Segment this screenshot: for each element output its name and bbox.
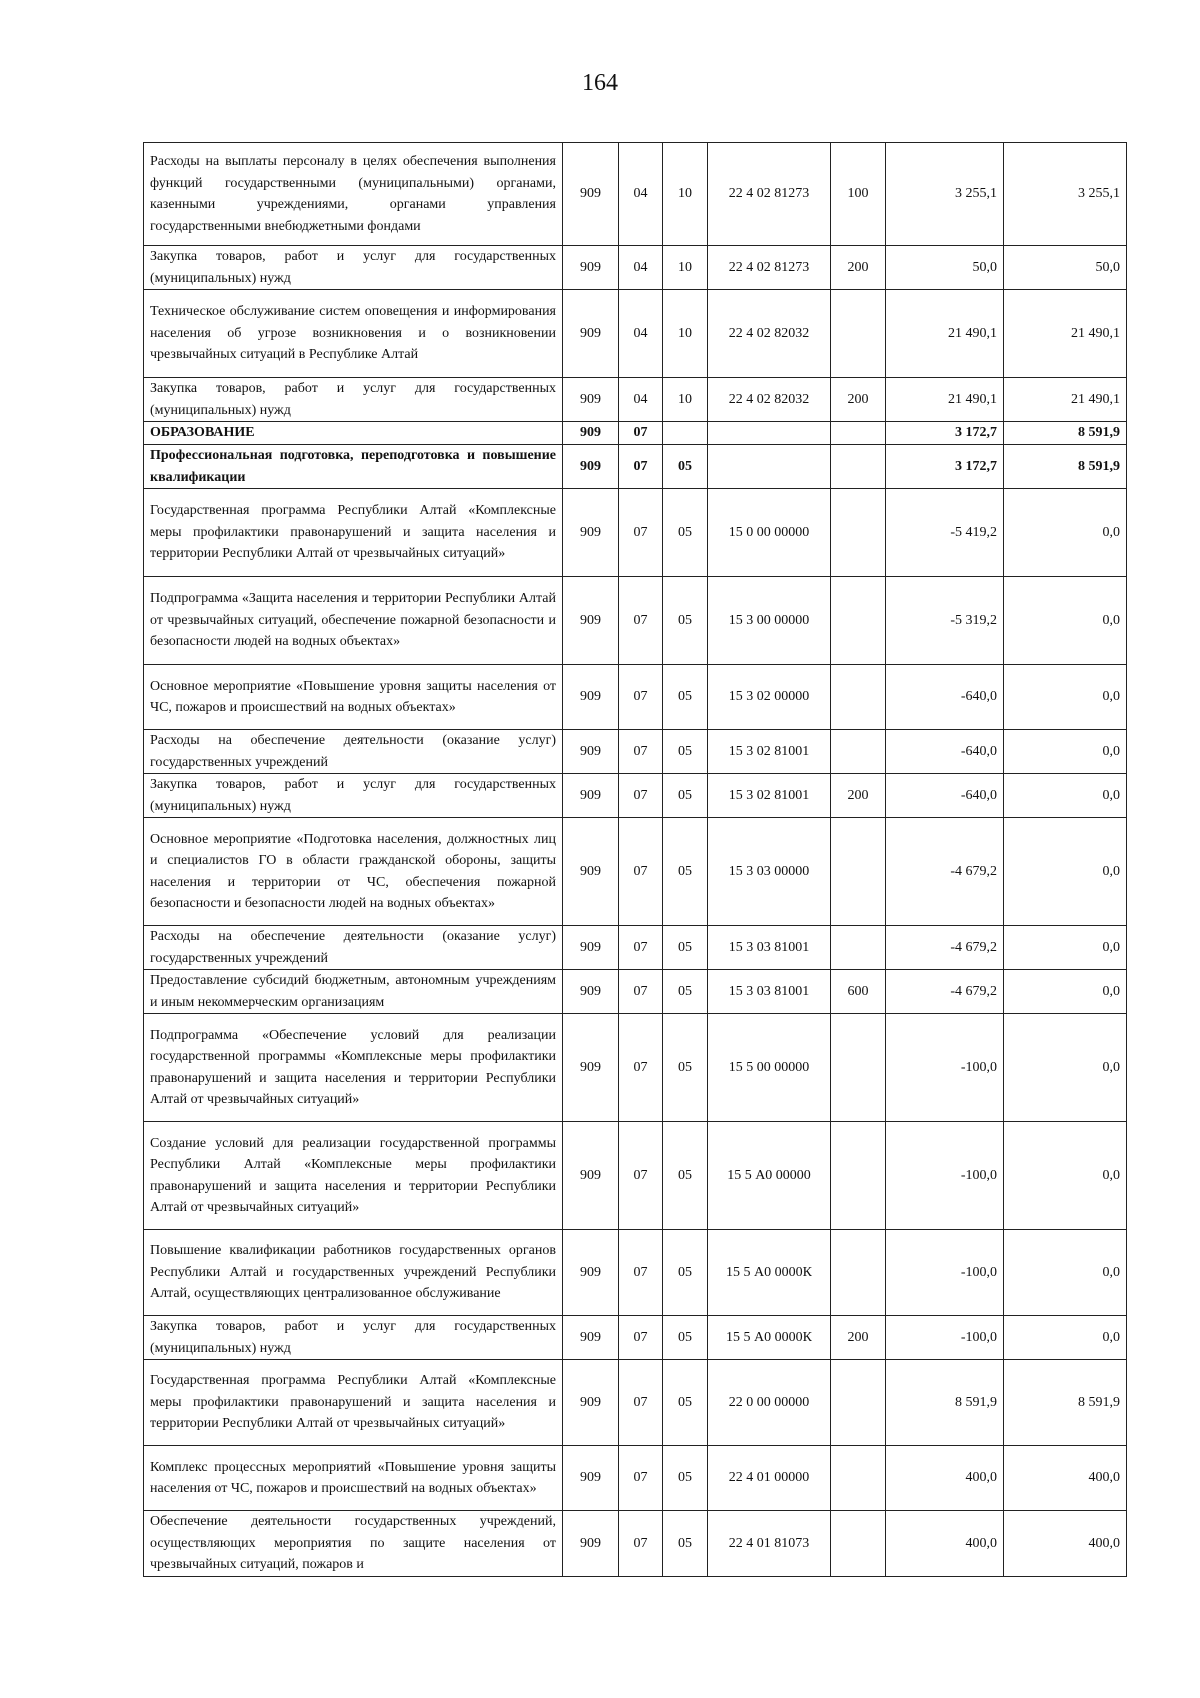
table-row: [144, 926, 1127, 970]
row-amount-1-cell: -5 419,2: [886, 489, 1004, 577]
row-expense-type-cell: [831, 730, 886, 774]
row-amount-1-cell: 3 172,7: [886, 422, 1004, 445]
row-section-cell: 07: [619, 730, 663, 774]
row-target-article-cell: 22 4 02 82032: [708, 290, 831, 378]
row-subsection-cell: 05: [663, 445, 708, 489]
row-grbs-cell: 909: [563, 246, 619, 290]
row-target-article-cell: 15 0 00 00000: [708, 489, 831, 577]
table-row: [144, 1230, 1127, 1316]
row-amount-2-cell: 0,0: [1004, 1122, 1127, 1230]
row-amount-2-cell: 3 255,1: [1004, 143, 1127, 246]
row-expense-type-cell: [831, 422, 886, 445]
row-grbs-cell: 909: [563, 1122, 619, 1230]
row-name-cell: Обеспечение деятельности государственных учреждений, осуществляющих мероприятия по защите населения от чрезвычайных ситуаций, пожаров и: [144, 1511, 563, 1577]
row-grbs-cell: 909: [563, 818, 619, 926]
row-name-cell: Предоставление субсидий бюджетным, автономным учреждениям и иным некоммерческим организациям: [144, 970, 563, 1014]
row-section-cell: 04: [619, 290, 663, 378]
row-target-article-cell: 15 3 00 00000: [708, 577, 831, 665]
row-grbs-cell: 909: [563, 970, 619, 1014]
row-name-cell: Создание условий для реализации государственной программы Республики Алтай «Комплексные меры профилактики правонарушений и защита населения и территории Республики Алтай от чрезвычайных ситуаций»: [144, 1122, 563, 1230]
row-target-article-cell: 22 4 01 81073: [708, 1511, 831, 1577]
row-target-article-cell: 22 4 02 81273: [708, 246, 831, 290]
table-row: [144, 422, 1127, 445]
table-row: [144, 445, 1127, 489]
table-row: [144, 290, 1127, 378]
row-expense-type-cell: [831, 926, 886, 970]
row-subsection-cell: 05: [663, 1122, 708, 1230]
row-grbs-cell: 909: [563, 577, 619, 665]
budget-table: [143, 142, 1127, 1577]
row-section-cell: 07: [619, 1014, 663, 1122]
row-subsection-cell: 05: [663, 774, 708, 818]
row-subsection-cell: 05: [663, 1014, 708, 1122]
row-expense-type-cell: [831, 665, 886, 730]
row-amount-1-cell: -100,0: [886, 1122, 1004, 1230]
row-target-article-cell: 15 5 А0 0000К: [708, 1230, 831, 1316]
row-amount-1-cell: 3 172,7: [886, 445, 1004, 489]
row-amount-2-cell: 0,0: [1004, 1316, 1127, 1360]
row-section-cell: 07: [619, 445, 663, 489]
row-expense-type-cell: 100: [831, 143, 886, 246]
row-target-article-cell: 15 5 А0 00000: [708, 1122, 831, 1230]
row-subsection-cell: 05: [663, 1316, 708, 1360]
row-name-cell: Расходы на обеспечение деятельности (оказание услуг) государственных учреждений: [144, 926, 563, 970]
row-name-cell: Подпрограмма «Обеспечение условий для реализации государственной программы «Комплексные меры профилактики правонарушений и защита населения и территории Республики Алтай от чрезвычайных ситуаций»: [144, 1014, 563, 1122]
row-grbs-cell: 909: [563, 774, 619, 818]
row-expense-type-cell: 200: [831, 774, 886, 818]
row-amount-1-cell: 50,0: [886, 246, 1004, 290]
row-amount-2-cell: 0,0: [1004, 1014, 1127, 1122]
row-section-cell: 07: [619, 1316, 663, 1360]
row-grbs-cell: 909: [563, 489, 619, 577]
row-section-cell: 07: [619, 818, 663, 926]
row-target-article-cell: [708, 445, 831, 489]
row-expense-type-cell: [831, 1230, 886, 1316]
row-subsection-cell: 05: [663, 489, 708, 577]
table-row: [144, 378, 1127, 422]
row-expense-type-cell: [831, 445, 886, 489]
row-amount-2-cell: 0,0: [1004, 577, 1127, 665]
row-amount-1-cell: -640,0: [886, 730, 1004, 774]
row-section-cell: 07: [619, 774, 663, 818]
row-expense-type-cell: 200: [831, 246, 886, 290]
row-name-cell: Техническое обслуживание систем оповещения и информирования населения об угрозе возникновения и о возникновении чрезвычайных ситуаций в Республике Алтай: [144, 290, 563, 378]
row-subsection-cell: 05: [663, 1446, 708, 1511]
row-expense-type-cell: [831, 290, 886, 378]
row-amount-2-cell: 0,0: [1004, 926, 1127, 970]
row-expense-type-cell: [831, 489, 886, 577]
row-expense-type-cell: 600: [831, 970, 886, 1014]
row-grbs-cell: 909: [563, 290, 619, 378]
row-expense-type-cell: [831, 1122, 886, 1230]
row-grbs-cell: 909: [563, 665, 619, 730]
row-grbs-cell: 909: [563, 445, 619, 489]
row-subsection-cell: 05: [663, 1230, 708, 1316]
table-row: [144, 774, 1127, 818]
row-name-cell: Основное мероприятие «Подготовка населения, должностных лиц и специалистов ГО в области гражданской обороны, защиты населения и территории от ЧС, обеспечения пожарной безопасности и безопасности людей на водных объектах»: [144, 818, 563, 926]
row-amount-2-cell: 0,0: [1004, 489, 1127, 577]
row-amount-1-cell: -100,0: [886, 1230, 1004, 1316]
row-amount-1-cell: 8 591,9: [886, 1360, 1004, 1446]
budget-table-body: [144, 143, 1127, 1577]
row-expense-type-cell: [831, 1446, 886, 1511]
row-section-cell: 07: [619, 1446, 663, 1511]
row-grbs-cell: 909: [563, 1230, 619, 1316]
row-expense-type-cell: [831, 577, 886, 665]
row-section-cell: 07: [619, 1230, 663, 1316]
row-grbs-cell: 909: [563, 378, 619, 422]
row-section-cell: 07: [619, 489, 663, 577]
row-grbs-cell: 909: [563, 1360, 619, 1446]
row-subsection-cell: 10: [663, 378, 708, 422]
row-section-cell: 07: [619, 970, 663, 1014]
row-grbs-cell: 909: [563, 730, 619, 774]
row-subsection-cell: 05: [663, 577, 708, 665]
row-target-article-cell: 15 3 03 81001: [708, 926, 831, 970]
row-amount-1-cell: -4 679,2: [886, 970, 1004, 1014]
row-amount-1-cell: -5 319,2: [886, 577, 1004, 665]
row-section-cell: 07: [619, 422, 663, 445]
row-expense-type-cell: [831, 818, 886, 926]
row-name-cell: Государственная программа Республики Алтай «Комплексные меры профилактики правонарушений и защита населения и территории Республики Алтай от чрезвычайных ситуаций»: [144, 489, 563, 577]
row-subsection-cell: 10: [663, 143, 708, 246]
row-name-cell: Закупка товаров, работ и услуг для государственных (муниципальных) нужд: [144, 378, 563, 422]
row-target-article-cell: 22 4 02 81273: [708, 143, 831, 246]
row-amount-2-cell: 0,0: [1004, 818, 1127, 926]
row-expense-type-cell: [831, 1511, 886, 1577]
row-amount-1-cell: -100,0: [886, 1014, 1004, 1122]
row-subsection-cell: [663, 422, 708, 445]
row-name-cell: Закупка товаров, работ и услуг для государственных (муниципальных) нужд: [144, 1316, 563, 1360]
row-expense-type-cell: 200: [831, 1316, 886, 1360]
table-row: [144, 1446, 1127, 1511]
row-amount-1-cell: 3 255,1: [886, 143, 1004, 246]
row-amount-2-cell: 0,0: [1004, 1230, 1127, 1316]
row-section-cell: 07: [619, 1360, 663, 1446]
row-amount-2-cell: 21 490,1: [1004, 378, 1127, 422]
row-section-cell: 04: [619, 378, 663, 422]
row-amount-1-cell: -100,0: [886, 1316, 1004, 1360]
row-amount-1-cell: 400,0: [886, 1511, 1004, 1577]
row-amount-1-cell: -640,0: [886, 774, 1004, 818]
row-amount-1-cell: 400,0: [886, 1446, 1004, 1511]
row-target-article-cell: [708, 422, 831, 445]
row-target-article-cell: 22 4 02 82032: [708, 378, 831, 422]
row-name-cell: ОБРАЗОВАНИЕ: [144, 422, 563, 445]
table-row: [144, 1122, 1127, 1230]
table-row: [144, 489, 1127, 577]
row-name-cell: Расходы на выплаты персоналу в целях обеспечения выполнения функций государственными (муниципальными) органами, казенными учреждениями, органами управления государственными внебюджетными фондами: [144, 143, 563, 246]
page-number: 164: [582, 70, 618, 96]
row-section-cell: 07: [619, 577, 663, 665]
row-grbs-cell: 909: [563, 1446, 619, 1511]
table-row: [144, 730, 1127, 774]
row-amount-2-cell: 0,0: [1004, 730, 1127, 774]
table-row: [144, 143, 1127, 246]
row-target-article-cell: 15 3 03 00000: [708, 818, 831, 926]
row-grbs-cell: 909: [563, 926, 619, 970]
table-row: [144, 246, 1127, 290]
row-name-cell: Комплекс процессных мероприятий «Повышение уровня защиты населения от ЧС, пожаров и происшествий на водных объектах»: [144, 1446, 563, 1511]
row-name-cell: Профессиональная подготовка, переподготовка и повышение квалификации: [144, 445, 563, 489]
table-row: [144, 577, 1127, 665]
row-amount-2-cell: 0,0: [1004, 774, 1127, 818]
table-row: [144, 1511, 1127, 1577]
row-subsection-cell: 10: [663, 246, 708, 290]
row-subsection-cell: 05: [663, 730, 708, 774]
row-name-cell: Повышение квалификации работников государственных органов Республики Алтай и государственных учреждений Республики Алтай, осуществляющих централизованное обслуживание: [144, 1230, 563, 1316]
table-row: [144, 818, 1127, 926]
row-section-cell: 04: [619, 246, 663, 290]
row-subsection-cell: 05: [663, 926, 708, 970]
row-subsection-cell: 05: [663, 818, 708, 926]
table-row: [144, 1014, 1127, 1122]
row-amount-2-cell: 0,0: [1004, 665, 1127, 730]
row-target-article-cell: 15 3 02 00000: [708, 665, 831, 730]
row-expense-type-cell: 200: [831, 378, 886, 422]
row-amount-2-cell: 21 490,1: [1004, 290, 1127, 378]
row-subsection-cell: 05: [663, 970, 708, 1014]
row-name-cell: Подпрограмма «Защита населения и территории Республики Алтай от чрезвычайных ситуаций, обеспечение пожарной безопасности и безопасности людей на водных объектах»: [144, 577, 563, 665]
row-subsection-cell: 10: [663, 290, 708, 378]
row-target-article-cell: 15 3 02 81001: [708, 730, 831, 774]
row-section-cell: 07: [619, 926, 663, 970]
row-amount-1-cell: 21 490,1: [886, 378, 1004, 422]
row-amount-2-cell: 400,0: [1004, 1511, 1127, 1577]
row-amount-2-cell: 0,0: [1004, 970, 1127, 1014]
row-name-cell: Государственная программа Республики Алтай «Комплексные меры профилактики правонарушений и защита населения и территории Республики Алтай от чрезвычайных ситуаций»: [144, 1360, 563, 1446]
row-name-cell: Закупка товаров, работ и услуг для государственных (муниципальных) нужд: [144, 246, 563, 290]
table-row: [144, 665, 1127, 730]
row-section-cell: 07: [619, 665, 663, 730]
row-target-article-cell: 15 3 03 81001: [708, 970, 831, 1014]
row-section-cell: 04: [619, 143, 663, 246]
row-amount-2-cell: 400,0: [1004, 1446, 1127, 1511]
row-grbs-cell: 909: [563, 1316, 619, 1360]
row-subsection-cell: 05: [663, 665, 708, 730]
row-amount-2-cell: 8 591,9: [1004, 445, 1127, 489]
row-target-article-cell: 15 5 А0 0000К: [708, 1316, 831, 1360]
row-name-cell: Расходы на обеспечение деятельности (оказание услуг) государственных учреждений: [144, 730, 563, 774]
row-target-article-cell: 22 0 00 00000: [708, 1360, 831, 1446]
row-grbs-cell: 909: [563, 1511, 619, 1577]
row-subsection-cell: 05: [663, 1511, 708, 1577]
table-row: [144, 970, 1127, 1014]
table-row: [144, 1360, 1127, 1446]
row-name-cell: Закупка товаров, работ и услуг для государственных (муниципальных) нужд: [144, 774, 563, 818]
row-expense-type-cell: [831, 1014, 886, 1122]
row-amount-1-cell: 21 490,1: [886, 290, 1004, 378]
row-amount-2-cell: 50,0: [1004, 246, 1127, 290]
row-amount-1-cell: -4 679,2: [886, 818, 1004, 926]
row-grbs-cell: 909: [563, 143, 619, 246]
row-target-article-cell: 15 3 02 81001: [708, 774, 831, 818]
row-amount-1-cell: -640,0: [886, 665, 1004, 730]
row-amount-2-cell: 8 591,9: [1004, 1360, 1127, 1446]
row-target-article-cell: 22 4 01 00000: [708, 1446, 831, 1511]
row-subsection-cell: 05: [663, 1360, 708, 1446]
row-amount-1-cell: -4 679,2: [886, 926, 1004, 970]
row-name-cell: Основное мероприятие «Повышение уровня защиты населения от ЧС, пожаров и происшествий на водных объектах»: [144, 665, 563, 730]
row-target-article-cell: 15 5 00 00000: [708, 1014, 831, 1122]
row-grbs-cell: 909: [563, 1014, 619, 1122]
row-amount-2-cell: 8 591,9: [1004, 422, 1127, 445]
row-section-cell: 07: [619, 1122, 663, 1230]
row-expense-type-cell: [831, 1360, 886, 1446]
table-row: [144, 1316, 1127, 1360]
row-section-cell: 07: [619, 1511, 663, 1577]
row-grbs-cell: 909: [563, 422, 619, 445]
